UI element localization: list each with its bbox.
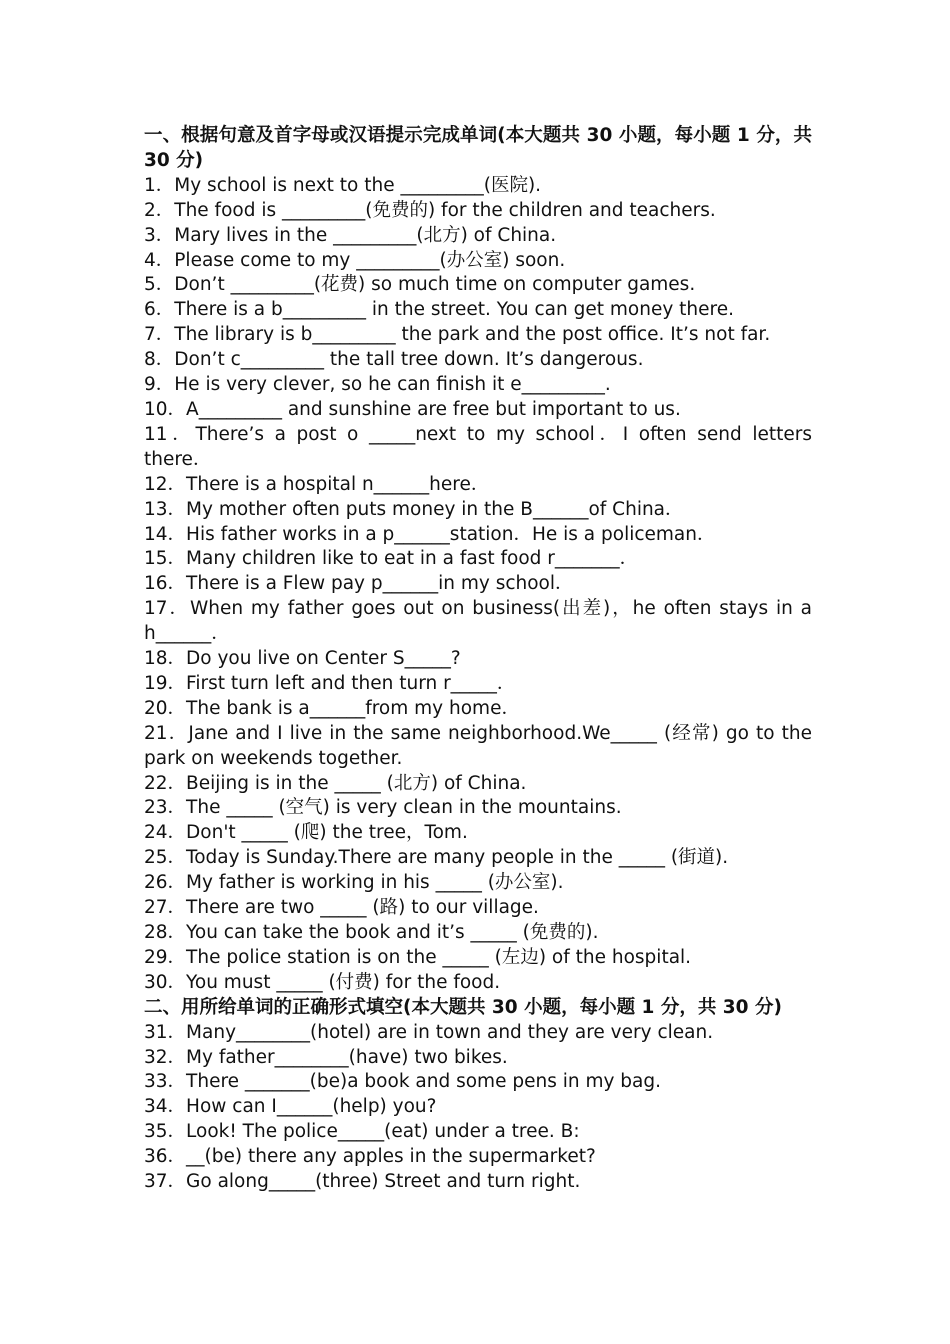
question-15: 15．Many children like to eat in a fast food r_______．: [144, 548, 639, 570]
question-21: 21．Jane and I live in the same neighborhood.We_____ (经常) go to the park on weekends together.: [144, 722, 812, 769]
question-34: 34．How can I______(help) you?: [144, 1096, 437, 1118]
question-11: 11．There’s a post o _____next to my school．I often send letters there．: [144, 423, 812, 470]
section-2-heading: 二、用所给单词的正确形式填空(本大题共 30 小题，每小题 1 分，共 30 分): [144, 996, 782, 1018]
question-36: 36．__(be) there any apples in the supermarket?: [144, 1146, 596, 1168]
question-37: 37．Go along_____(three) Street and turn right.: [144, 1171, 581, 1193]
section-1-heading: 一、根据句意及首字母或汉语提示完成单词(本大题共 30 小题，每小题 1 分，共 30 分): [144, 125, 812, 171]
question-19: 19．First turn left and then turn r_____．: [144, 672, 516, 694]
section-2-questions: [144, 1021, 812, 1195]
question-22: 22．Beijing is in the _____ (北方) of China.: [144, 772, 527, 794]
question-31: 31．Many________(hotel) are in town and they are very clean.: [144, 1021, 714, 1043]
question-27: 27．There are two _____ (路) to our village.: [144, 897, 539, 919]
question-20: 20．The bank is a______from my home．: [144, 697, 520, 719]
question-10: 10．A_________ and sunshine are free but important to us.: [144, 398, 681, 420]
question-35: 35．Look! The police_____(eat) under a tree. B:: [144, 1121, 580, 1143]
question-5: 5．Don’t _________(花费) so much time on computer games.: [144, 274, 696, 296]
section-1-questions: [144, 174, 812, 996]
question-4: 4．Please come to my _________(办公室) soon.: [144, 249, 566, 271]
question-23: 23．The _____ (空气) is very clean in the mountains.: [144, 797, 622, 819]
question-6: 6．There is a b_________ in the street. You can get money there.: [144, 299, 734, 321]
question-7: 7．The library is b_________ the park and the post office. It’s not far.: [144, 324, 771, 346]
question-8: 8．Don’t c_________ the tall tree down. It’s dangerous.: [144, 349, 644, 371]
question-13: 13．My mother often puts money in the B______of China．: [144, 498, 684, 520]
question-17: 17．When my father goes out on business(出差)，he often stays in a h______．: [144, 598, 812, 645]
question-32: 32．My father________(have) two bikes.: [144, 1046, 508, 1068]
question-12: 12．There is a hospital n______here．: [144, 473, 490, 495]
question-1: 1．My school is next to the _________(医院).: [144, 174, 542, 196]
question-26: 26．My father is working in his _____ (办公室).: [144, 872, 564, 894]
question-16: 16．There is a Flew pay p______in my school．: [144, 573, 574, 595]
question-28: 28．You can take the book and it’s _____ (免费的).: [144, 922, 599, 943]
question-2: 2．The food is _________(免费的) for the children and teachers.: [144, 199, 716, 221]
question-29: 29．The police station is on the _____ (左边) of the hospital.: [144, 946, 692, 968]
question-9: 9．He is very clever, so he can finish it e_________.: [144, 374, 611, 396]
question-14: 14．His father works in a p______station．He is a policeman．: [144, 523, 716, 545]
question-24: 24．Don't _____ (爬) the tree，Tom.: [144, 822, 468, 844]
question-30: 30．You must _____ (付费) for the food.: [144, 971, 501, 993]
question-33: 33．There _______(be)a book and some pens in my bag.: [144, 1071, 662, 1093]
question-25: 25．Today is Sunday.There are many people in the _____ (街道).: [144, 847, 729, 869]
question-3: 3．Mary lives in the _________(北方) of China.: [144, 224, 557, 246]
worksheet-page: [144, 124, 812, 1195]
question-18: 18．Do you live on Center S_____?: [144, 648, 461, 670]
